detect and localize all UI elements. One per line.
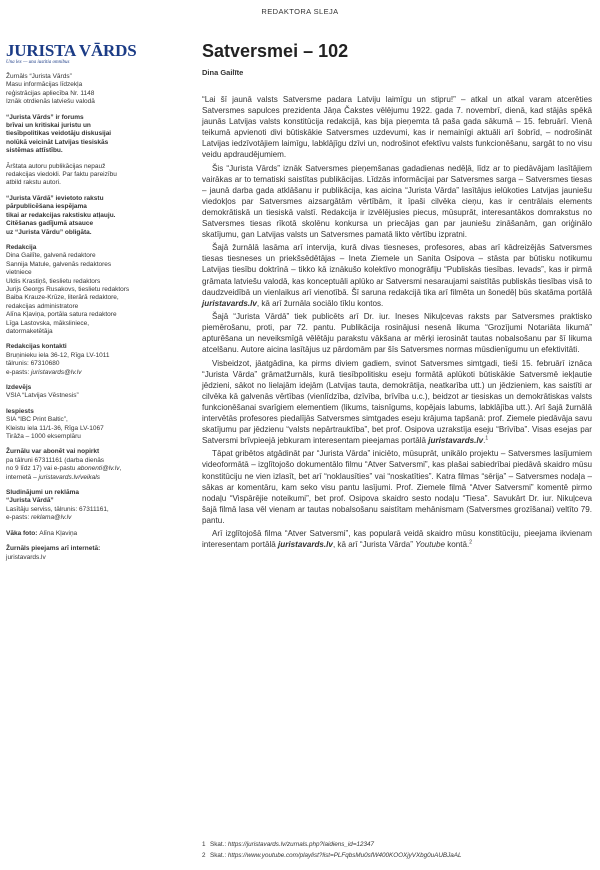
forum-line: brīvai un kritiskai juristu un xyxy=(6,122,91,130)
logo-tagline: Una lex — una iustitia omnibus xyxy=(6,60,70,65)
contacts-email-label: e-pasts: xyxy=(6,368,31,376)
publisher-block xyxy=(6,384,144,401)
paragraph-5 xyxy=(202,358,592,446)
staff-line: Baiba Krauze-Krūze, literārā redaktore, xyxy=(6,294,119,302)
journal-info xyxy=(6,73,144,107)
footnote-ref-2[interactable]: 2 xyxy=(469,539,473,546)
copyright-line: uz “Jurista Vārdu” obligāta. xyxy=(6,228,92,236)
publisher-heading: Izdevējs xyxy=(6,384,32,391)
copyright-line: tikai ar redakcijas rakstisku atļauju. xyxy=(6,211,116,219)
subscribe-line xyxy=(6,465,144,473)
online-link[interactable]: juristavards.lv xyxy=(6,553,46,561)
contacts-email-link[interactable]: juristavards@lv.lv xyxy=(30,368,82,376)
staff-line: Līga Lastovska, māksliniece, xyxy=(6,319,90,327)
editorial-staff xyxy=(6,244,144,336)
contacts-address: Bruņinieku iela 36-12, Rīga LV-1011 xyxy=(6,351,110,359)
info-line: reģistrācijas apliecība Nr. 1148 xyxy=(6,89,95,97)
portal-link[interactable]: juristavards.lv xyxy=(278,540,333,550)
paragraph-2: Šis “Jurista Vārds” iznāk Satversmes pieņemšanas gadadienas nedēļā, līdz ar to piedāvājam lasītājiem vairākas ar to tematiski saistītas publikācijas. Līdzās informācijai par Satversmes sarga – Satversmes tiesas – jaunā darba gada atklāšanu ir publikācija, kas aicina “Jurista Vārda” lasītājus ielūkoties Latvijas jauniešu viedokļos par Satversmes aizsargātām vērtībām, it īpaši cilvēka cieņu, kas ir centrālais elements demokrātiskā un tiesiskā valstī. Redakcija ir izvēlējusies piecus, mūsuprāt, interesantākos domrakstus no Satversmes tiesas rīkotā skolēnu konkursa un priecājas gan par jauniešu zināšanām, gan oriģinālo skatījumu, gan Latvijas valsts un Satversmes pamatā likto vērtību izpratni. xyxy=(202,163,592,239)
paragraph-text: . xyxy=(483,435,486,445)
footnote-number: 2 xyxy=(202,852,206,859)
opinion-disclaimer xyxy=(6,163,144,188)
staff-line: Sannija Matule, galvenās redaktores xyxy=(6,260,112,268)
copyright-line: Citēšanas gadījumā atsauce xyxy=(6,220,94,228)
forum-line: tiesībpolitikas veidotāju diskusijai xyxy=(6,130,112,138)
forum-line: sistēmas attīstību. xyxy=(6,147,63,155)
contacts-phone: tālrunis: 67310680 xyxy=(6,360,60,368)
article-title: Satversmei – 102 xyxy=(202,41,349,61)
online-heading: Žurnāls pieejams arī internetā: xyxy=(6,545,101,553)
shop-link[interactable]: juristavards.lv/veikals xyxy=(38,473,100,481)
editorial-contacts xyxy=(6,343,144,377)
print-line: Kleistu iela 11/1-36, Rīga LV-1067 xyxy=(6,424,104,432)
cover-credit-line xyxy=(6,530,144,538)
staff-line: datormaketētāja xyxy=(6,327,53,335)
ads-email-label: e-pasts: xyxy=(6,514,31,522)
forum-line: nolūkā veicināt Latvijas tiesiskās xyxy=(6,138,109,146)
footnote-ref-1[interactable]: 1 xyxy=(485,435,489,442)
youtube-text: Youtube xyxy=(415,540,445,550)
paragraph-7 xyxy=(202,528,592,550)
article-author: Dina Gailīte xyxy=(202,68,244,77)
subscription-block xyxy=(6,448,144,482)
portal-link[interactable]: juristavards.lv xyxy=(428,435,484,445)
article-body xyxy=(202,94,592,550)
cover-author: Alīna Kļaviņa xyxy=(39,529,78,537)
subscribe-text: internetā – xyxy=(6,473,39,481)
portal-link[interactable]: juristavards.lv xyxy=(202,298,257,308)
info-line: Iznāk otrdienās latviešu valodā xyxy=(6,98,95,106)
info-line: Masu informācijas līdzekļa xyxy=(6,81,83,89)
staff-line: redakcijas administratore xyxy=(6,302,79,310)
subscribe-heading: Žurnālu var abonēt vai nopirkt xyxy=(6,448,100,456)
footnote-2 xyxy=(202,850,592,861)
paragraph-text: , kā arī žurnāla sociālo tīklu kontos. xyxy=(256,298,384,308)
footnote-label: Skat.: xyxy=(210,852,228,859)
masthead-sidebar xyxy=(6,42,144,562)
paragraph-text: Šajā žurnālā lasāma arī intervija, kurā divas tiesneses, profesores, abas arī kādreizējās Satversmes tiesas tiesneses un priekšsēdētājas – Ineta Ziemele un Sanita Osipova – stāsta par būtisku notikumu Latvijas tiesību doktrīnā – tikko kā iznākušo kolektīvo monogrāfiju “Publiskās tiesības. Ievads”, kas ir pirmā grāmata latviešu valodā, kas konceptuāli aplūko ar Satversmi nesaraujami saistītās publiskās tiesības visā to daudzveidībā un vienlaikus arī vienotībā. Šī saruna redakcijā tika arī filmēta un šonedēļ būs skatāma portālā xyxy=(202,243,592,297)
publisher-name: VSIA “Latvijas Vēstnesis” xyxy=(6,392,79,400)
ads-email-link[interactable]: reklama@lv.lv xyxy=(30,514,72,522)
subscribe-text: no 9 līdz 17) vai e-pastu xyxy=(6,465,78,473)
advertising-block xyxy=(6,489,144,523)
footnote-url[interactable]: https://www.youtube.com/playlist?list=PLFqbsMu0sfW400KOOXjyVXbg0uAUBJaAL xyxy=(227,852,462,859)
footnote-url[interactable]: https://juristavards.lv/zurnals.php?laidiens_id=12347 xyxy=(227,841,375,848)
copyright-line: “Jurista Vārdā” ievietoto rakstu xyxy=(6,194,104,202)
opinion-line: atbild rakstu autori. xyxy=(6,179,61,187)
ads-line: Lasītāju serviss, tālrunis: 67311161, xyxy=(6,505,109,513)
paragraph-text: , kā arī “Jurista Vārda” xyxy=(332,540,416,550)
footnotes xyxy=(202,839,592,861)
subscribe-email-link[interactable]: abonenti@lv.lv xyxy=(77,465,120,473)
staff-line: Alīna Kļaviņa, portāla satura redaktore xyxy=(6,311,117,319)
forum-line: “Jurista Vārds” ir forums xyxy=(6,113,84,121)
ads-heading: Sludinājumi un reklāma xyxy=(6,489,79,497)
subscribe-line xyxy=(6,474,144,482)
article xyxy=(202,40,592,553)
logo-title: JURISTA VĀRDS xyxy=(6,41,137,60)
print-line: Tirāža – 1000 eksemplāru xyxy=(6,433,81,441)
paragraph-text: Visbeidzot, jāatgādina, ka pirms diviem gadiem, svinot Satversmes simtgadi, tieši 15. februārī iznāca “Jurista Vārda” grāmatžurnāls, kurā tiesībpolitisku eseju formātā aplūkoti būtiskākie Satversmē iekļautie jēdzieni, sākot no lielajām idejām (Latvijas tauta, demokrātija, neatkarība utt.) un jēdzieniem, kas saistīti ar cilvēka kā galvenās vērtības (vienlīdzība, dzīvība, brīvība u.c.), beidzot ar tiesiskas un demokrātiskas valsts funkcionēšanai svarīgiem elementiem (likums, taisnīgums, kopējais labums, labklājība utt.). Arī šajā žurnālā intervētās profesores piedalījās Satversmes simtgades eseju krājuma tapšanā: prof. Ziemele piedāvāja savu skatījumu par jēdzienu “valsts nepārtrauktība”, bet prof. Osipova uzrakstīja eseju “Brīvība”. Visas esejas par Satversmi brīvpieejā jebkuram interesentam pieejamas portālā xyxy=(202,358,592,445)
contacts-heading: Redakcijas kontakti xyxy=(6,343,67,351)
forum-statement xyxy=(6,114,144,156)
paragraph-4: Šajā “Jurista Vārdā” tiek publicēts arī Dr. iur. Ineses Nikuļcevas raksts par Satversmes praktisko piemērošanu, proti, par 72. pantu. Publikācija rosinājusi nesenā likuma “Grozījumi Notariāta likumā” apturēšana un neveiksmīgā vēlētāju parakstu vākšana ar mērķi ierosināt tautas nobalsošanu par šī likuma atcelšanu. Autore aicina lasītājus uz pārdomām par šīs Satversmes normas mūsdienīgumu un efektivitāti. xyxy=(202,312,592,355)
contacts-email-line xyxy=(6,369,144,377)
subscribe-text: , xyxy=(119,465,122,473)
section-header: REDAKTORA SLEJA xyxy=(261,7,339,16)
online-block xyxy=(6,545,144,562)
paragraph-1: “Lai šī jaunā valsts Satversme padara Latviju laimīgu un stipru!” – atkal un atkal varam atcerēties Satversmes sapulces prezidenta Jāņa Čakstes vēlējumu 1922. gada 7. novembrī, dienā, kad stājās spēkā jaunās Latvijas valsts konstitūcija redakcijā, kas bija pieņemta tā paša gada sākumā – 15. februārī. Vienā teikumā apvienoti divi būtiskākie Satversmes uzdevumi, kas ir nemainīgi aktuāli arī šobrīd, – nodrošināt Latvijas iedzīvotājiem laimīgu, labklājīgu dzīvi un, nodrošinot efektīvu valsts funkcionēšanu, sargāt to no visu veidu apdraudējumiem. xyxy=(202,95,592,160)
footnote-number: 1 xyxy=(202,841,206,848)
ads-subheading: “Jurista Vārdā” xyxy=(6,497,54,505)
paragraph-6: Tāpat gribētos atgādināt par “Jurista Vārda” iniciēto, mūsuprāt, unikālo projektu – Satversmes lasījumiem videoformātā – izglītojošo dokumentālo filmu “Atver Satversmi”, kas plašai sabiedrībai piedāvā skaidro mūsu konstitūciju ne vien izlasīt, bet arī “noklausīties” vai “noskatīties”. Katra filmas “sērija” – Satversmes nodaļa – sākas ar komentāru, kam seko visu pantu lasījumi. Prof. Ziemele filmā “Atver Satversmi” komentē pirmo nodaļu “Vispārējie noteikumi”, bet prof. Osipova skaidro sesto nodaļu “Tiesa”. Savukārt Dr. iur. Nikuļceva šajā filmā lasa vēl vienam ar tautas nobalsošanu saistītam mehānismam (Satversmes grozīšanai) veltīto 79. pantu. xyxy=(202,449,592,525)
print-heading: Iespiests xyxy=(6,407,34,415)
copyright-notice xyxy=(6,195,144,237)
cover-photo-credit xyxy=(6,530,144,538)
footnote-label: Skat.: xyxy=(210,841,228,848)
staff-line: vietniece xyxy=(6,269,32,277)
printer-block xyxy=(6,408,144,442)
staff-line: Dina Gailīte, galvenā redaktore xyxy=(6,252,96,260)
opinion-line: redakcijas viedokli. Par faktu pareizību xyxy=(6,171,117,179)
logo xyxy=(6,42,144,66)
info-line: Žurnāls “Jurista Vārds” xyxy=(6,73,72,80)
print-line: SIA “IBC Print Baltic”, xyxy=(6,416,68,424)
copyright-line: pārpublicēšana iespējama xyxy=(6,203,87,211)
ads-line xyxy=(6,514,144,522)
subscribe-line: pa tālruni 67311161 (darba dienās xyxy=(6,456,105,464)
paragraph-text: kontā. xyxy=(444,540,470,550)
staff-line: Uldis Krastiņš, tieslietu redaktors xyxy=(6,277,101,285)
footnote-1 xyxy=(202,839,592,850)
staff-line: Jurijs Georgs Rusakovs, tieslietu redaktors xyxy=(6,285,130,293)
paragraph-3 xyxy=(202,242,592,308)
paragraph-text: Arī izglītojošā filma “Atver Satversmi”, kas popularā veidā skaidro mūsu konstitūciju, pieejama ikvienam interesentam portālā xyxy=(202,529,592,550)
opinion-line: Ārštata autoru publikācijas nepauž xyxy=(6,162,106,170)
cover-label: Vāka foto: xyxy=(6,529,40,537)
editorial-heading: Redakcija xyxy=(6,243,37,251)
